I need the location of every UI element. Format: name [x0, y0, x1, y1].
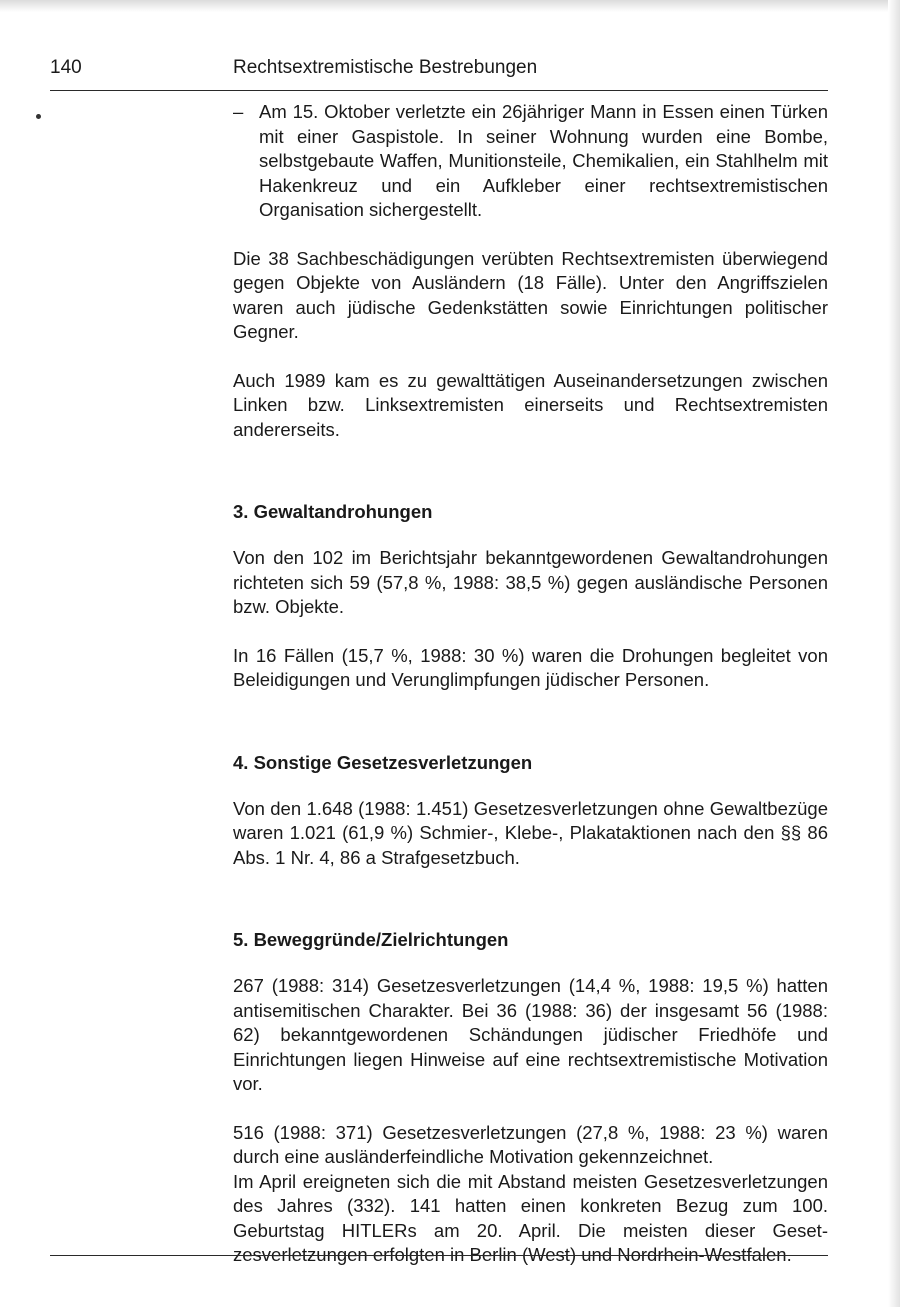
section-heading-gewaltandrohungen: 3. Gewaltandrohungen [233, 501, 433, 522]
section-heading-beweggruende: 5. Beweggründe/Zielrichtungen [233, 929, 509, 950]
paragraph-beweggruende-1: 267 (1988: 314) Gesetzesverletzungen (14,4 %, 1988: 19,5 %) hatten antisemitischen Charakter. Bei 36 (1988: 36) der insgesamt 56 (1988: 62) bekanntgewordenen Schändungen jüdischer Friedhöfe und Einrichtungen liegen Hinweise auf eine rechtsextremistische Motivation vor. [233, 975, 828, 1094]
section-heading-sonstige: 4. Sonstige Gesetzesverletzungen [233, 751, 533, 773]
document-body [233, 100, 828, 1292]
paragraph-gewaltandrohungen-2: In 16 Fällen (15,7 %, 1988: 30 %) waren die Drohungen begleitet von Beleidigungen und Verunglimpfungen jüdischer Personen. [233, 644, 828, 690]
footer-rule [50, 1255, 828, 1256]
bullet-item [233, 100, 828, 223]
bullet-dash: – [233, 101, 244, 122]
paragraph-beweggruende-2: 516 (1988: 371) Gesetzesverletzungen (27,8 %, 1988: 23 %) waren durch eine ausländerfeindliche Motivation gekennzeichnet. [233, 1121, 828, 1167]
scan-shadow-right [888, 0, 900, 1307]
running-title: Rechtsextremistische Bestrebungen [233, 57, 538, 78]
page-number: 140 [50, 57, 82, 78]
paragraph-sonstige-1: Von den 1.648 (1988: 1.451) Gesetzesverletzungen ohne Gewaltbezüge waren 1.021 (61,9 %) Schmier-, Klebe-, Plakataktionen nach den §§ 86 Abs. 1 Nr. 4, 86 a Strafgesetzbuch. [233, 797, 828, 868]
header-rule [50, 90, 828, 91]
bullet-text: Am 15. Oktober verletzte ein 26jähriger Mann in Essen einen Türken mit einer Gaspistole. In seiner Wohnung wurden eine Bombe, selbstgebaute Waffen, Munitionsteile, Chemikalien, ein Stahlhelm mit Hakenkreuz und ein Aufkleber einer rechtsextremistischen Organisation sichergestellt. [259, 101, 828, 220]
paragraph-gewaltandrohungen-1: Von den 102 im Berichtsjahr bekanntgewordenen Gewaltandrohungen richteten sich 59 (57,8 %, 1988: 38,5 %) gegen ausländische Personen bzw. Objekte. [233, 547, 828, 617]
margin-mark [36, 114, 41, 119]
paragraph-sachbeschaedigungen: Die 38 Sachbeschädigungen verübten Rechtsextremisten überwiegend gegen Objekte von Ausländern (18 Fälle). Unter den Angriffszielen waren auch jüdische Gedenkstätten sowie Einrichtungen politischer Gegner. [233, 247, 828, 342]
paragraph-beweggruende-3: Im April ereigneten sich die mit Abstand meisten Gesetzesverletzungen des Jahres (332). 141 hatten einen konkreten Bezug zum 100. Geburtstag HITLERs am 20. April. Die meisten dieser Gesetzesverletzungen erfolgten in Berlin (West) und Nordrhein-Westfalen. [233, 1170, 828, 1265]
paragraph-auseinandersetzungen: Auch 1989 kam es zu gewalttätigen Auseinandersetzungen zwischen Linken bzw. Linksextremisten einerseits und Rechtsextremisten andererseits. [233, 369, 828, 440]
scan-shadow-top [0, 0, 900, 12]
